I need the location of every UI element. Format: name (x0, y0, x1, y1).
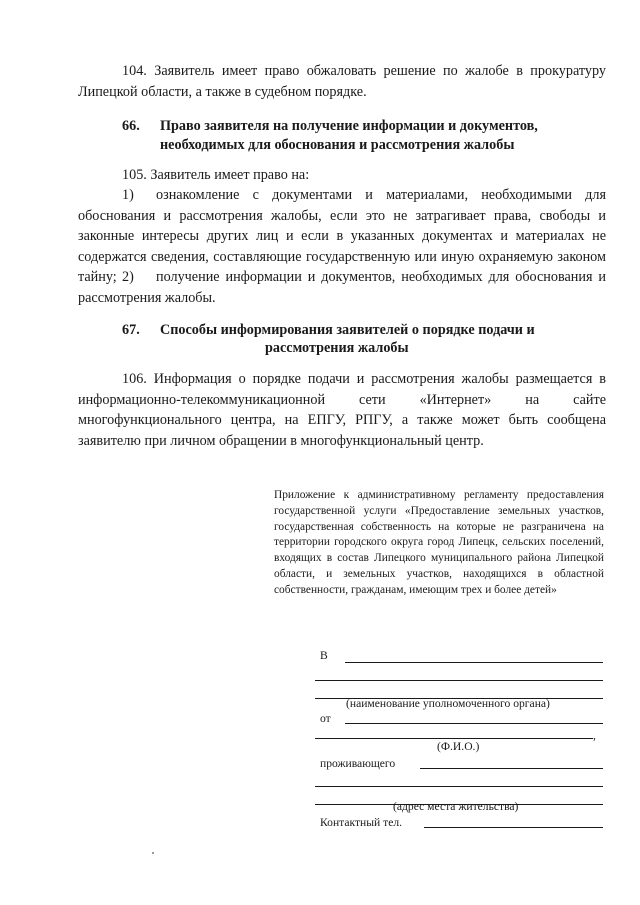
address-caption: (адрес места жительства) (393, 800, 519, 813)
section-67-number: 67. (122, 322, 140, 338)
scan-speck (152, 852, 154, 854)
address-line-2 (315, 786, 603, 787)
phone-line (424, 827, 603, 828)
fio-line-1 (345, 723, 603, 724)
section-66-title-line1: Право заявителя на получение информации и документов, (160, 118, 538, 134)
authority-line-1 (345, 662, 603, 663)
from-label: от (320, 712, 331, 725)
address-line-1 (420, 768, 603, 769)
fio-comma: , (593, 729, 596, 742)
paragraph-106: 106. Информация о порядке подачи и рассмотрения жалобы размещается в информационно-телекоммуникационной сети «Интернет» на сайте многофункционального центра, на ЕПГУ, РПГУ, а также может быть сообщена заявителю при личном обращении в многофункциональный центр. (78, 371, 606, 449)
appendix-note: Приложение к административному регламенту предоставления государственной услуги «Предоставление земельных участков, государственная собственность на которые не разграничена на территории городского округа город Липецк, сельских поселений, входящих в состав Липецкого муниципального района Липецкой области, и земельных участков, находящихся в областной собственности, гражданам, имеющим трех и более детей» (274, 489, 604, 596)
item-1-text: ознакомление с документами и материалами, необходимыми для обоснования и рассмотрения жалобы, если это не затрагивает права, свободы и законные интересы других лиц и если в указанных документах и материалах не содержатся сведения, составляющие государственную или иную охраняемую законом тайну; (78, 187, 606, 285)
section-67-title-line2: рассмотрения жалобы (265, 340, 409, 356)
fio-line-2 (315, 738, 593, 739)
paragraph-105-intro: 105. Заявитель имеет право на: (122, 167, 310, 183)
section-67-title-line1: Способы информирования заявителей о порядке подачи и (160, 322, 535, 338)
paragraph-105-item-2 (78, 267, 606, 308)
authority-line-2 (315, 680, 603, 681)
item-1-number: 1) (122, 187, 134, 203)
paragraph-104: 104. Заявитель имеет право обжаловать решение по жалобе в прокуратуру Липецкой области, а также в судебном порядке. (78, 63, 606, 100)
authority-caption: (наименование уполномоченного органа) (346, 697, 550, 710)
residing-label: проживающего (320, 757, 396, 770)
fio-caption: (Ф.И.О.) (437, 740, 480, 753)
item-2-number: 2) (122, 269, 134, 285)
phone-label: Контактный тел. (320, 816, 403, 829)
section-66-number: 66. (122, 118, 140, 134)
to-label: В (320, 649, 328, 662)
item-2-text: получение информации и документов, необходимых для обоснования и рассмотрения жалобы. (78, 269, 606, 306)
section-66-title-line2: необходимых для обоснования и рассмотрения жалобы (160, 137, 515, 153)
